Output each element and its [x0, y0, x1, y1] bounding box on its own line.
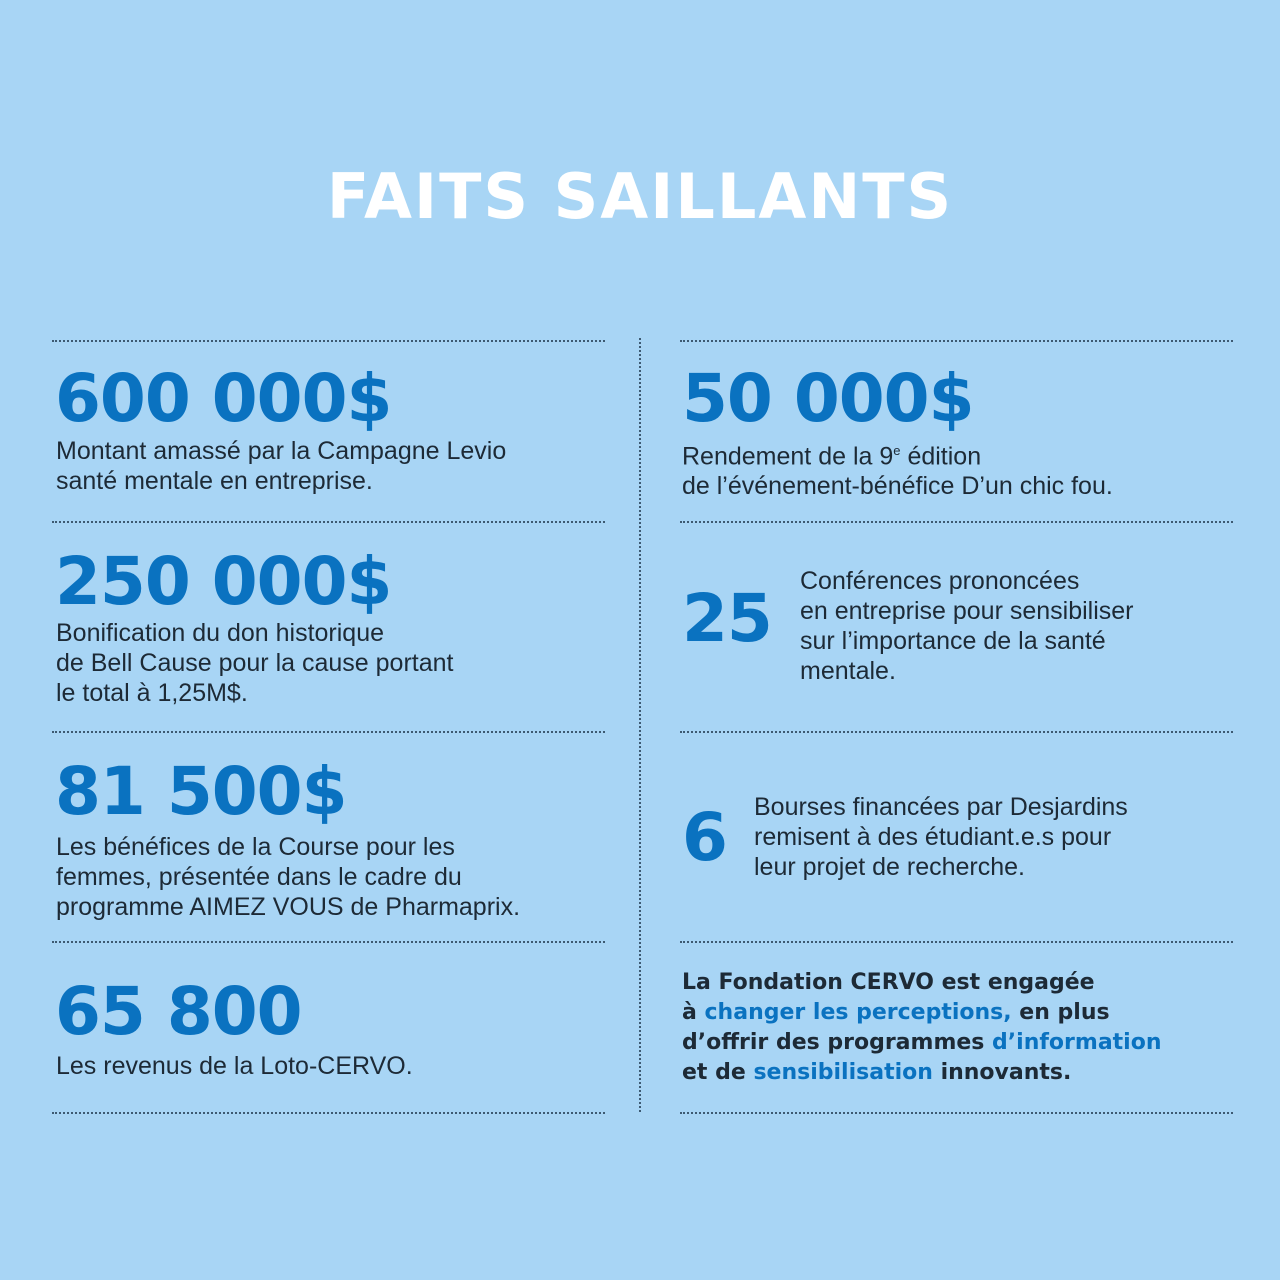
column-divider: [639, 338, 641, 1112]
stat-description: [56, 618, 453, 708]
divider: [52, 1112, 605, 1114]
stat-description-line: Bonification du don historique: [56, 619, 385, 647]
superscript: e: [893, 443, 901, 458]
statement-text: en plus: [1011, 1000, 1110, 1025]
divider: [52, 941, 605, 943]
statement-highlight: sensibilisation: [753, 1060, 933, 1085]
stat-description-line: remisent à des étudiant.e.s pour: [754, 823, 1112, 851]
divider: [680, 521, 1233, 523]
stat-description-line: mentale.: [800, 657, 896, 685]
divider: [680, 731, 1233, 733]
statement-highlight: changer les perceptions,: [704, 1000, 1012, 1025]
stat-description: [682, 436, 1113, 501]
stat-value: 250 000$: [55, 543, 392, 620]
divider: [52, 521, 605, 523]
stat-description-line: de Bell Cause pour la cause portant: [56, 649, 454, 677]
stat-description: [754, 792, 1128, 882]
stat-description-line: Rendement de la 9: [682, 442, 894, 471]
divider: [52, 731, 605, 733]
statement-text: La Fondation CERVO est engagée: [682, 970, 1095, 995]
stat-description-line: édition: [900, 442, 982, 471]
stat-description-line: Les bénéfices de la Course pour les: [56, 833, 455, 861]
stat-description: [800, 566, 1134, 686]
stat-description-line: le total à 1,25M$.: [56, 679, 248, 707]
stat-description-line: femmes, présentée dans le cadre du: [56, 863, 462, 891]
stat-value: 50 000$: [682, 360, 974, 437]
stat-value: 25: [682, 580, 772, 657]
divider: [52, 340, 605, 342]
stat-description-line: leur projet de recherche.: [754, 853, 1025, 881]
stat-description-line: de l’événement-bénéfice D’un chic fou.: [682, 472, 1113, 501]
stat-description: [56, 1051, 413, 1081]
statement-highlight: d’information: [992, 1030, 1162, 1055]
stat-description-line: Montant amassé par la Campagne Levio: [56, 437, 507, 465]
stat-description: [56, 832, 520, 922]
statement-text: innovants.: [932, 1060, 1072, 1085]
stat-value: 65 800: [55, 973, 302, 1050]
page-title: FAITS SAILLANTS: [326, 160, 954, 233]
stat-description-line: sur l’importance de la santé: [800, 627, 1106, 655]
statement-text: à: [682, 1000, 705, 1025]
stat-value: 6: [682, 799, 727, 876]
stat-description-line: Les revenus de la Loto-CERVO.: [56, 1052, 413, 1080]
divider: [680, 1112, 1233, 1114]
divider: [680, 941, 1233, 943]
mission-statement: [682, 968, 1222, 1088]
divider: [680, 340, 1233, 342]
stat-description-line: en entreprise pour sensibiliser: [800, 597, 1134, 625]
stat-description: [56, 436, 506, 496]
stat-description-line: programme AIMEZ VOUS de Pharmaprix.: [56, 893, 521, 921]
stat-description-line: Conférences prononcées: [800, 567, 1080, 595]
statement-text: d’offrir des programmes: [682, 1030, 993, 1055]
stat-description-line: santé mentale en entreprise.: [56, 467, 373, 495]
stat-value: 600 000$: [55, 360, 392, 437]
stat-description-line: Bourses financées par Desjardins: [754, 793, 1128, 821]
stat-value: 81 500$: [55, 753, 347, 830]
statement-text: et de: [682, 1060, 754, 1085]
